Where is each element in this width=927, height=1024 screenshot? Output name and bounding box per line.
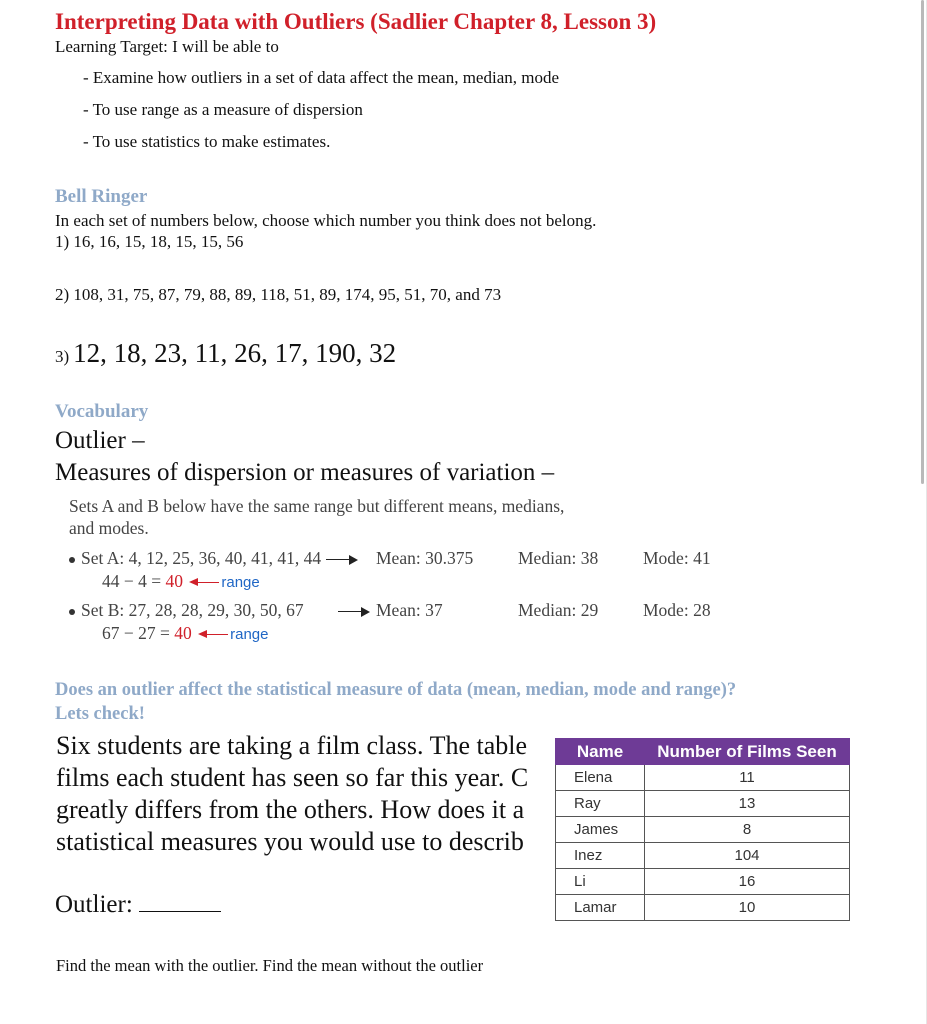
set-a-median: Median: 38 (518, 548, 599, 568)
objective-item: - Examine how outliers in a set of data affect the mean, median, mode (83, 68, 559, 88)
set-b-mode: Mode: 28 (643, 600, 711, 620)
set-a-line (69, 548, 358, 569)
films-count-outlier: 104 (645, 843, 850, 869)
vocab-term-outlier: Outlier – (55, 427, 145, 454)
bullet-dot (69, 557, 75, 563)
student-name: Elena (556, 765, 645, 791)
learning-target: Learning Target: I will be able to (55, 37, 279, 56)
film-problem-line-2: films each student has seen so far this year. C (56, 763, 529, 792)
column-header-name: Name (556, 739, 645, 765)
bell-ringer-question-2: 2) 108, 31, 75, 87, 79, 88, 89, 118, 51, 89, 174, 95, 51, 70, and 73 (55, 285, 502, 304)
table-row (556, 843, 850, 869)
vertical-scrollbar[interactable] (921, 0, 924, 484)
outlier-answer (55, 891, 221, 919)
student-name: Ray (556, 791, 645, 817)
set-b-range-calc (102, 623, 269, 644)
right-arrow-icon (338, 607, 370, 617)
films-table (555, 738, 850, 921)
outlier-blank[interactable] (139, 893, 221, 912)
set-a-mean: Mean: 30.375 (376, 548, 474, 568)
sets-intro-line-1: Sets A and B below have the same range but different means, medians, (69, 496, 565, 516)
question-3-values: 12, 18, 23, 11, 26, 17, 190, 32 (73, 338, 397, 368)
outlier-question-line-1: Does an outlier affect the statistical measure of data (mean, median, mode and range)? (55, 680, 737, 700)
set-b-median: Median: 29 (518, 600, 599, 620)
student-name: James (556, 817, 645, 843)
objective-item: - To use range as a measure of dispersion (83, 100, 363, 120)
outlier-question-line-2: Lets check! (55, 704, 145, 724)
set-b-arrow (338, 600, 370, 621)
vocab-term-dispersion: Measures of dispersion or measures of variation – (55, 459, 555, 486)
bell-ringer-question-3 (55, 338, 396, 369)
film-problem-line-4: statistical measures you would use to describ (56, 827, 524, 856)
sets-intro-line-2: and modes. (69, 518, 149, 538)
column-header-films: Number of Films Seen (645, 739, 850, 765)
set-b-range-value: 40 (174, 623, 192, 643)
films-count: 11 (645, 765, 850, 791)
set-b-mean: Mean: 37 (376, 600, 443, 620)
set-a-range-value: 40 (165, 571, 183, 591)
table-row (556, 765, 850, 791)
page-title: Interpreting Data with Outliers (Sadlier Chapter 8, Lesson 3) (55, 9, 657, 34)
table-header-row (556, 739, 850, 765)
table-row (556, 817, 850, 843)
films-count: 8 (645, 817, 850, 843)
set-b-line (69, 600, 304, 621)
set-a-range-calc (102, 571, 260, 592)
films-count: 10 (645, 895, 850, 921)
set-a-calc: 44 − 4 = (102, 571, 162, 591)
left-arrow-icon (198, 630, 228, 640)
right-arrow-icon (326, 555, 358, 565)
films-count: 16 (645, 869, 850, 895)
range-label: range (230, 626, 269, 643)
bullet-dot (69, 609, 75, 615)
set-b-calc: 67 − 27 = (102, 623, 170, 643)
set-b-label: Set B: 27, 28, 28, 29, 30, 50, 67 (81, 600, 304, 620)
set-a-label: Set A: 4, 12, 25, 36, 40, 41, 41, 44 (81, 548, 322, 568)
left-arrow-icon (189, 578, 219, 588)
table-row (556, 869, 850, 895)
film-problem-line-3: greatly differs from the others. How does it a (56, 795, 525, 824)
range-label: range (221, 574, 260, 591)
objective-item: - To use statistics to make estimates. (83, 132, 330, 152)
student-name: Lamar (556, 895, 645, 921)
bell-ringer-question-1: 1) 16, 16, 15, 18, 15, 15, 56 (55, 232, 244, 251)
set-a-mode: Mode: 41 (643, 548, 711, 568)
table-row (556, 895, 850, 921)
film-problem-line-1: Six students are taking a film class. The table (56, 731, 528, 760)
student-name: Inez (556, 843, 645, 869)
vocabulary-heading: Vocabulary (55, 401, 149, 422)
question-3-number: 3) (55, 347, 70, 366)
table-row (556, 791, 850, 817)
films-count: 13 (645, 791, 850, 817)
bell-ringer-heading: Bell Ringer (55, 186, 148, 207)
footer-instruction: Find the mean with the outlier. Find the mean without the outlier (56, 956, 484, 975)
student-name: Li (556, 869, 645, 895)
bell-ringer-instruction: In each set of numbers below, choose which number you think does not belong. (55, 211, 597, 230)
outlier-label: Outlier: (55, 891, 133, 918)
